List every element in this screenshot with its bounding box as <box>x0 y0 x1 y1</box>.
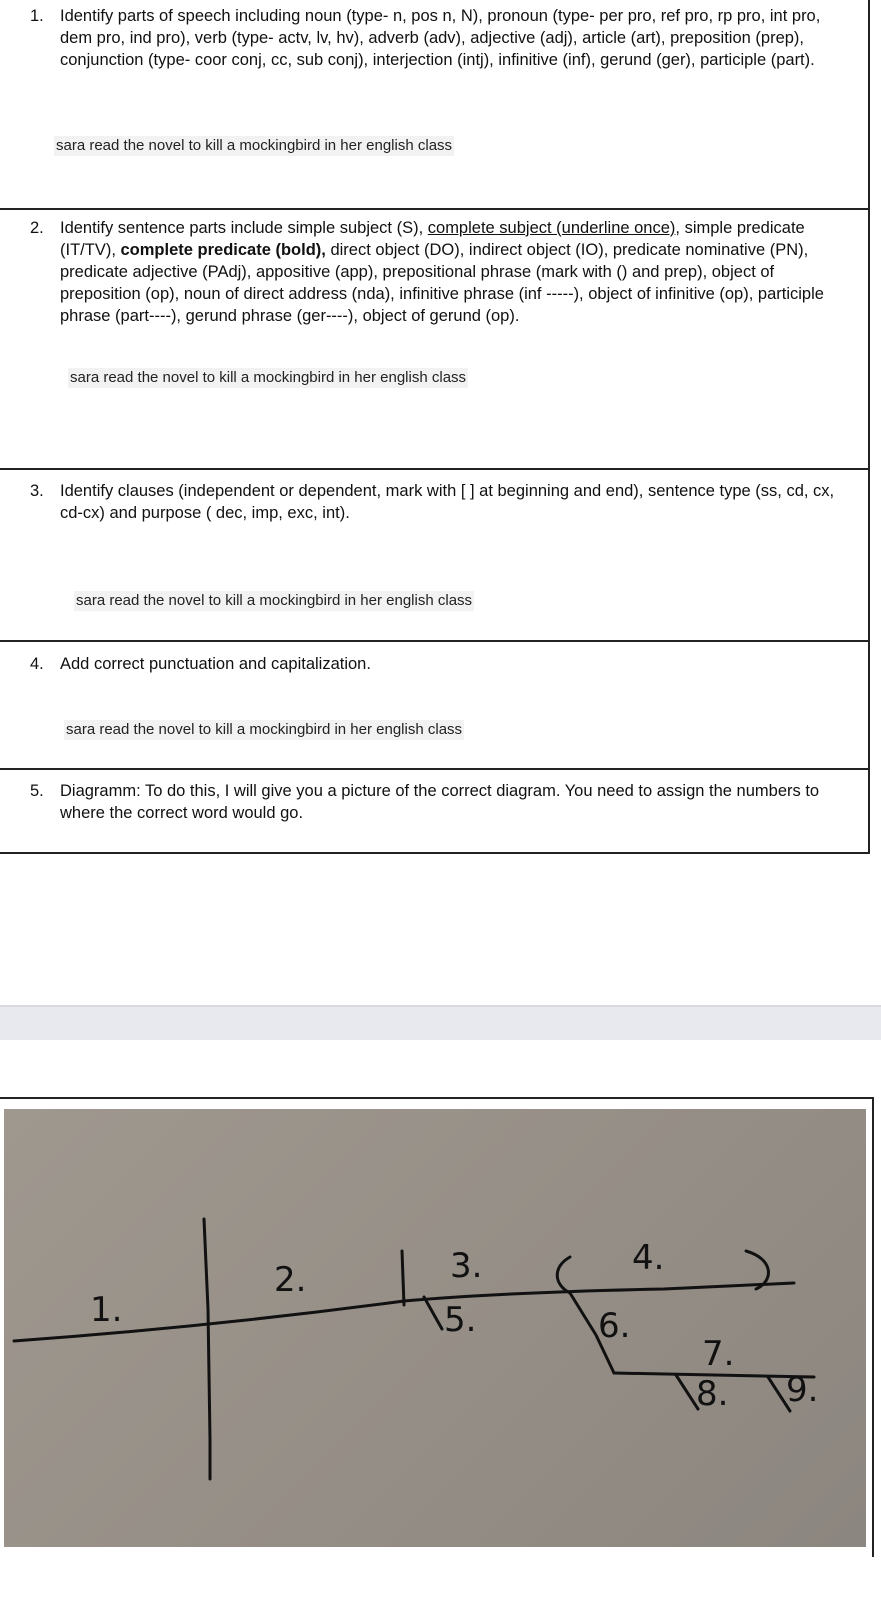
section-2-box <box>0 208 870 470</box>
diagram-label-6: 6. <box>598 1306 631 1346</box>
section-number: 2. <box>30 219 44 237</box>
bold-term: complete predicate (bold), <box>120 241 326 259</box>
instruction-text-part: , simple predicate (IT/TV), <box>60 219 805 259</box>
instruction-text: Diagramm: To do this, I will give you a picture of the correct diagram. You need to assign the numbers to where the correct word would go. <box>60 782 820 822</box>
practice-sentence: sara read the novel to kill a mockingbird in her english class <box>66 721 463 738</box>
diagram-label-9: 9. <box>786 1370 819 1410</box>
diagram-bracket-left <box>557 1257 570 1293</box>
diagram-label-1: 1. <box>90 1290 123 1330</box>
section-2-instruction <box>30 217 854 327</box>
section-number: 5. <box>30 782 44 800</box>
diagram-label-3: 3. <box>450 1246 483 1286</box>
section-5-box <box>0 768 870 854</box>
diagram-slant-5 <box>424 1297 442 1329</box>
diagram-photo <box>4 1109 866 1547</box>
instruction-text <box>60 217 854 327</box>
section-number: 1. <box>30 7 44 25</box>
section-number: 3. <box>30 482 44 500</box>
section-4-instruction <box>30 653 854 675</box>
diagram-label-2: 2. <box>274 1260 307 1300</box>
page-separator <box>0 1005 881 1040</box>
instruction-text: Identify clauses (independent or dependent, mark with [ ] at beginning and end), sentence type (ss, cd, cx, cd-cx) and purpose ( dec, imp, exc, int). <box>60 482 835 522</box>
underlined-term: complete subject (underline once) <box>427 219 676 237</box>
section-3-instruction <box>30 480 854 524</box>
section-4-box <box>0 640 870 770</box>
diagram-label-8: 8. <box>696 1374 729 1414</box>
diagram-label-5: 5. <box>444 1300 477 1340</box>
diagram-divider <box>204 1219 210 1479</box>
section-5-instruction <box>30 780 854 824</box>
diagram-label-7: 7. <box>702 1334 735 1374</box>
section-3-box <box>0 468 870 642</box>
section-1-box <box>0 0 870 210</box>
section-1-instruction <box>30 5 854 71</box>
instruction-text-part: direct object (DO), indirect object (IO), predicate nominative (PN), predicate adjective (PAdj), appositive (app), prepositional phrase (mark with () and prep), object of preposition (op), noun of direct address (nda), infinitive phrase (inf -----), object of infinitive (op), participle phrase (part----), gerund phrase (ger----), object of gerund (op). <box>60 241 824 325</box>
diagram-divider-object <box>402 1251 404 1305</box>
practice-sentence: sara read the novel to kill a mockingbird in her english class <box>76 592 473 609</box>
practice-sentence: sara read the novel to kill a mockingbird in her english class <box>70 369 467 386</box>
practice-sentence: sara read the novel to kill a mockingbird in her english class <box>56 137 453 154</box>
diagram-slant-8 <box>676 1375 698 1409</box>
diagram-label-4: 4. <box>632 1238 665 1278</box>
section-number: 4. <box>30 655 44 673</box>
instruction-text-part: Identify sentence parts include simple subject (S), <box>60 219 428 237</box>
sentence-diagram <box>4 1109 866 1547</box>
instruction-text: Add correct punctuation and capitalization. <box>60 655 371 673</box>
instruction-text: Identify parts of speech including noun (type- n, pos n, N), pronoun (type- per pro, ref pro, rp pro, int pro, dem pro, ind pro), verb (type- actv, lv, hv), adverb (adv), adjective (adj), article (art), preposition (prep), conjunction (type- coor conj, cc, sub conj), interjection (intj), infinitive (inf), gerund (ger), participle (part). <box>60 7 821 69</box>
